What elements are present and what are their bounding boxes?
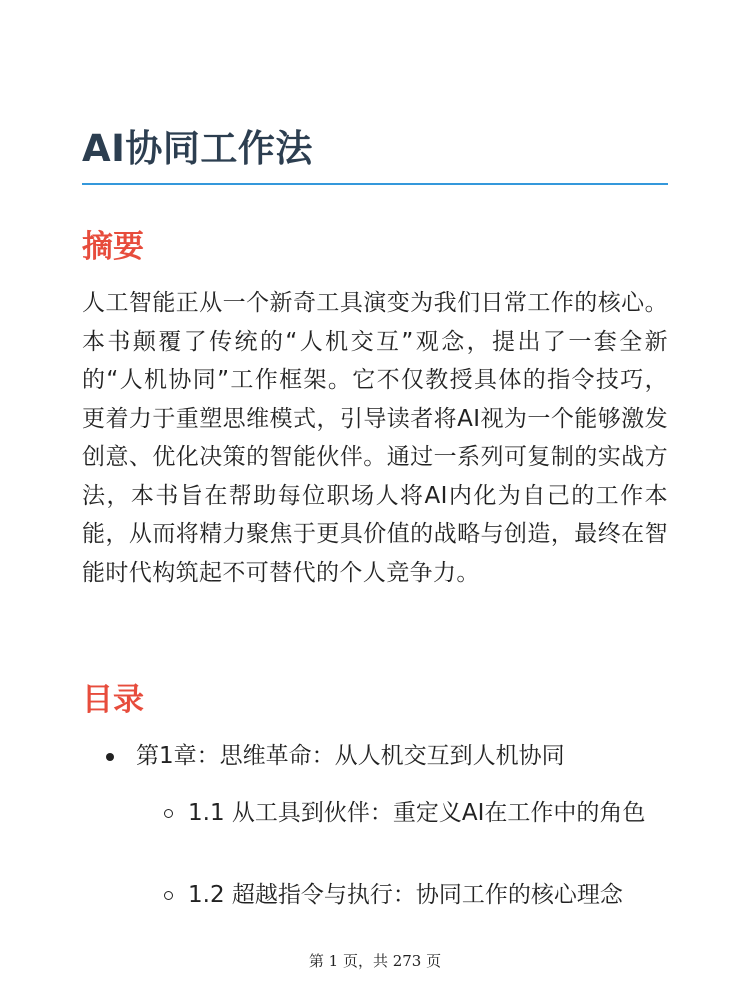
bullet-icon bbox=[106, 753, 114, 761]
abstract-paragraph: 人工智能正从一个新奇工具演变为我们日常工作的核心。本书颠覆了传统的“人机交互”观念，提出了一套全新的“人机协同”工作框架。它不仅教授具体的指令技巧，更着力于重塑思维模式，引导读者将AI视为一个能够激发创意、优化决策的智能伙伴。通过一系列可复制的实战方法，本书旨在帮助每位职场人将AI内化为自己的工作本能，从而将精力聚焦于更具价值的战略与创造，最终在智能时代构筑起不可替代的个人竞争力。 bbox=[82, 290, 668, 586]
abstract-heading: 摘要 bbox=[82, 229, 144, 265]
hollow-bullet-icon bbox=[164, 891, 173, 900]
toc-section-label: 1.2 超越指令与执行：协同工作的核心理念 bbox=[188, 882, 623, 908]
toc-heading: 目录 bbox=[82, 682, 144, 718]
toc-chapter-label: 第1章：思维革命：从人机交互到人机协同 bbox=[136, 743, 565, 769]
book-title: AI协同工作法 bbox=[82, 127, 313, 170]
hollow-bullet-icon bbox=[164, 809, 173, 818]
page-number-footer: 第 1 页，共 273 页 bbox=[308, 952, 442, 970]
title-divider bbox=[82, 183, 668, 185]
toc-section-label: 1.1 从工具到伙伴：重定义AI在工作中的角色 bbox=[188, 800, 646, 826]
